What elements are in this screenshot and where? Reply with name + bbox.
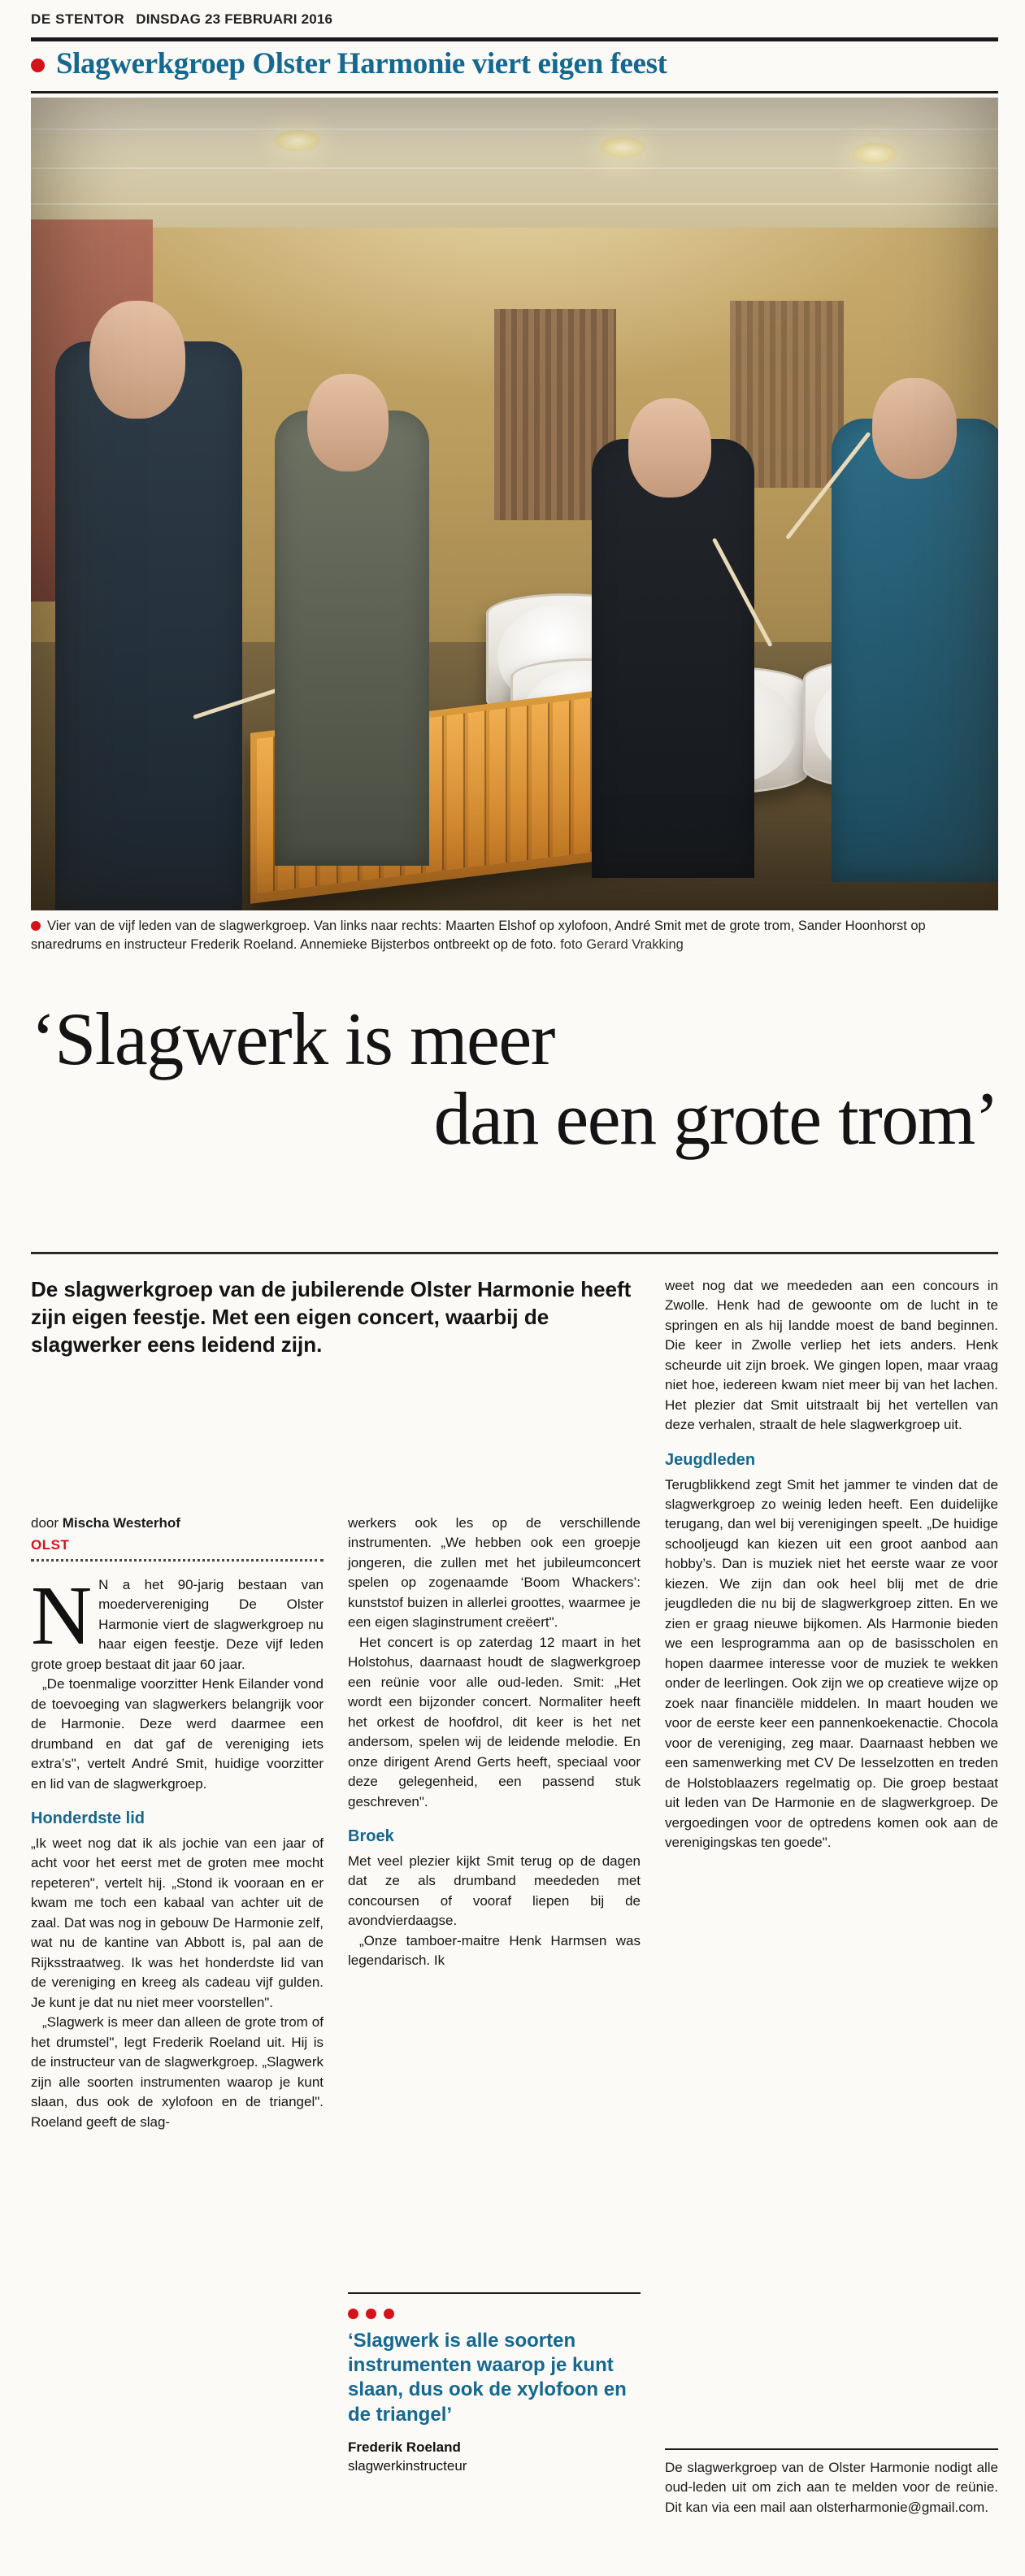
tail-rule [665,2448,998,2450]
bullet-dot-icon [31,59,45,72]
byline-author [31,1514,324,1534]
paragraph: Het concert is op zaterdag 12 maart in het Holstohus, daarnaast houdt de slagwerkgroep een reünie voor alle oud-leden. Smit: „Het wordt een bijzonder concert. Normaliter heeft het orkest de hoofdrol, dit keer is het net andersom, spelen wij de leidende melodie. En onze dirigent Arend Gerts heeft, speciaal voor deze gelegenheid, een passend stuk geschreven". [348,1634,641,1809]
subheading-broek: Broek [348,1827,394,1846]
body-column-2 [348,1514,641,1971]
pullquote-source-role: slagwerkinstructeur [348,2457,467,2474]
pullquote-rule [348,2292,641,2294]
headline-rule [31,1252,998,1254]
headline-line-1: ‘Slagwerk is meer [31,997,554,1080]
pullquote-dots [348,2309,641,2319]
pullquote-source-name: Frederik Roeland [348,2439,461,2455]
body-column-3 [665,1276,998,1853]
kicker-text: Slagwerkgroep Olster Harmonie viert eigen feest [56,47,667,80]
paragraph: Terugblikkend zegt Smit het jammer te vinden dat de slagwerkgroep zo weinig leden heeft. Een duidelijke terugang, dan wel bij verenigingen speelt. „De huidige schooljeugd kan kiezen uit een groot aanbod aan hobby’s. Dan is muziek niet het eerste waar ze voor kiezen. We zijn dan ook heel blij met de drie jeugdleden die nu bij de slagwerkgroep zitten. En we zien er graag nieuwe bijkomen. Als Harmonie bieden we een lesprogramma aan op de basisscholen en hopen daarmee interesse voor de muziek te wekken onder de leerlingen. Ook zijn we op creatieve wijze op zoek naar financiële middelen. In maart houden we voor de eerste keer een pannenkoekenactie. Chocola voor de vereniging, zeg maar. Daarnaast hebben we een samenwerking met CV De Iesselzotten en treden de Holstoblaazers regelmatig op. Die groep bestaat uit leden van De Harmonie en de slagwerkgroep. De vergoedingen voor de optredens komen ook aan de verenigingskas ten goede". [665,1476,998,1850]
top-rule [31,37,998,41]
kicker-rule [31,91,998,93]
paragraph: „Ik weet nog dat ik als jochie van een jaar of acht voor het eerst met de groten mee mocht repeteren", vertelt hij. „Stond ik vooraan en er kwam me toch een kabaal van achter uit de zaal. Dat was nog in gebouw De Harmonie zelf, wat nu de kantine van Abbott is, pal aan de Rijksstraatweg. Ik was het honderdste lid van de vereniging en kreeg als cadeau vijf gulden. Je kunt je dat nu niet meer voorstellen". [31,1835,324,2010]
photo-vignette [31,98,998,910]
caption-text: Vier van de vijf leden van de slagwerkgroep. Van links naar rechts: Maarten Elshof op xylofoon, André Smit met de grote trom, Sander Hoonhorst op snaredrums en instructeur Frederik Roeland. Annemieke Bijsterbos ontbreekt op de foto. [31,919,926,953]
paragraph: „Onze tamboer-maitre Henk Harmsen was legendarisch. Ik [348,1932,641,1969]
page-title [31,997,998,1160]
byline-rule [31,1559,324,1562]
headline-line-2: dan een grote trom’ [433,1076,998,1160]
bullet-dot-icon [348,2309,358,2319]
body-column-1 [31,1569,324,2132]
masthead-brand: DE STENTOR [31,11,125,27]
tail-note: De slagwerkgroep van de Olster Harmonie nodigt alle oud-leden uit om zich aan te melden voor de reünie. Dit kan via een mail aan olsterharmonie@gmail.com. [665,2460,998,2515]
pullquote-source [348,2439,641,2476]
section-kicker [31,49,998,80]
lead-photo [31,98,998,910]
subheading-honderdste-lid: Honderdste lid [31,1809,145,1828]
photo-caption [31,917,998,955]
paragraph: „De toenmalige voorzitter Henk Eilander vond de toevoeging van slagwerkers belangrijk voor de Harmonie. Deze werd daarmee een drumband en dat gaf de vereniging iets extra’s", vertelt André Smit, huidige voorzitter en lid van de slagwerkgroep. [31,1676,324,1792]
masthead-date: DINSDAG 23 FEBRUARI 2016 [136,11,333,27]
bullet-dot-icon [384,2309,394,2319]
pullquote-text: ‘Slagwerk is alle soorten instrumenten waarop je kunt slaan, dus ook de xylofoon en de triangel’ [348,2330,627,2426]
dropcap: N [31,1569,93,1662]
paragraph: weet nog dat we meededen aan een concours in Zwolle. Henk had de gewoonte om de lucht in te springen en als hij landde moest de band beginnen. Die keer in Zwolle verliep het iets anders. Henk scheurde uit zijn broek. We gingen lopen, maar vraag niet hoe, iedereen kwam niet meer bij van het lachen. Het plezier dat Smit uitstraalt bij het vertellen van deze verhalen, straalt de hele slagwerkgroep uit. [665,1278,998,1433]
bullet-dot-icon [31,921,41,931]
paragraph: werkers ook les op de verschillende instrumenten. „We hebben ook een groepje jongeren, die zullen met het jubileumconcert spelen op zogenaamde ‘Boom Whackers’: kunststof buizen in allerlei groottes, waarmee je een eigen slaginstrument creëert". [348,1515,641,1631]
pullquote [348,2309,641,2476]
bullet-dot-icon [366,2309,376,2319]
byline-prefix: door [31,1515,59,1531]
masthead [31,11,998,28]
paragraph-text: N a het 90-jarig bestaan van moedervereniging De Olster Harmonie viert de slagwerkgroep nu haar eigen feestje. Deze vijf leden grote groep bestaat dit jaar 60 jaar. [31,1577,324,1672]
paragraph: „Slagwerk is meer dan alleen de grote trom of het drumstel", legt Frederik Roeland uit. Hij is de instructeur van de slagwerkgroep. „Slagwerk zijn alle soorten instrumenten waarop je kunt slaan, dus ook de xylofoon en de triangel". Roeland geeft de slag- [31,2014,324,2130]
byline-place: OLST [31,1536,70,1553]
subheading-jeugdleden: Jeugdleden [665,1450,756,1469]
byline-author-name: Mischa Westerhof [62,1515,180,1531]
photo-credit: foto Gerard Vrakking [560,937,684,953]
byline [31,1514,324,1555]
paragraph [31,1569,324,1675]
standfirst: De slagwerkgroep van de jubilerende Olster Harmonie heeft zijn eigen feestje. Met een eigen concert, waarbij de slagwerker eens leidend zijn. [31,1277,632,1357]
paragraph: Met veel plezier kijkt Smit terug op de dagen dat ze als drumband meededen met concoursen of vooraf liepen bij de avondvierdaagse. [348,1853,641,1929]
